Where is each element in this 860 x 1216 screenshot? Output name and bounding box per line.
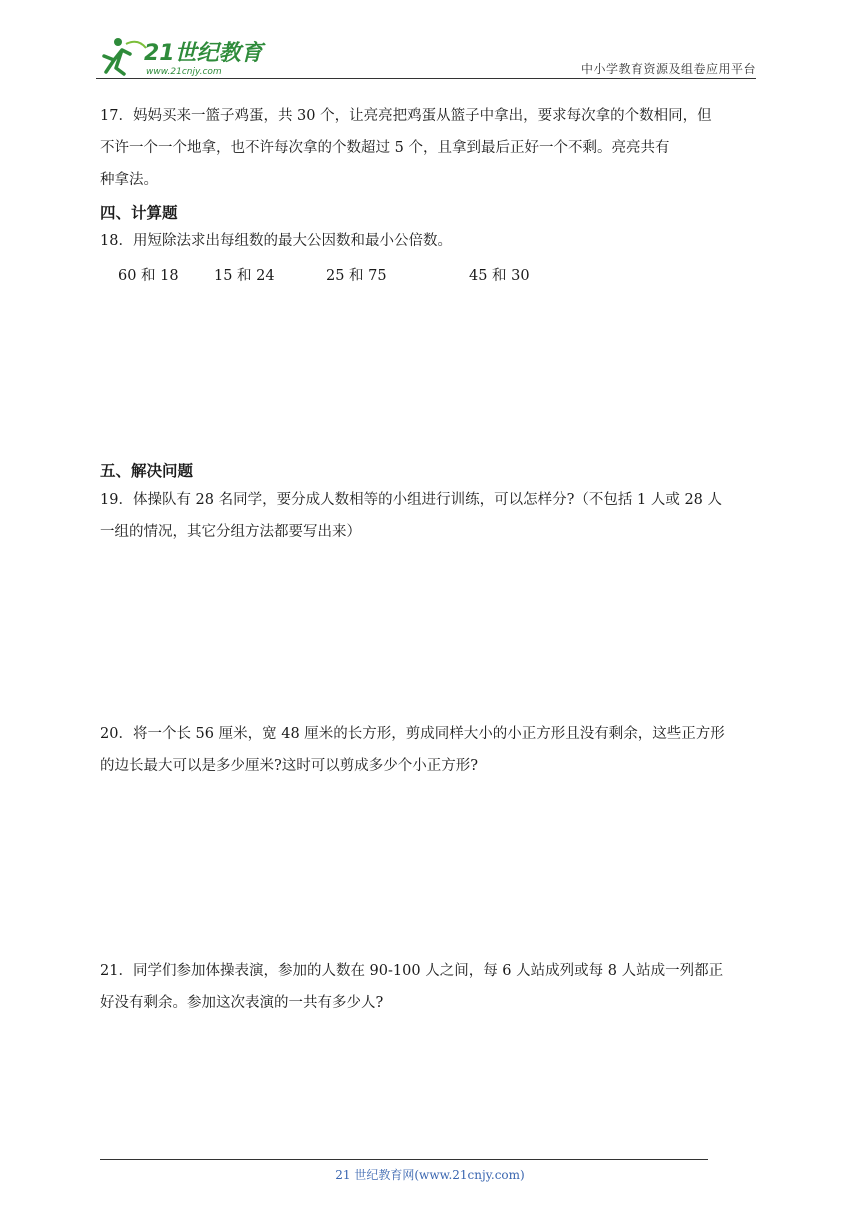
footer-divider: [100, 1159, 708, 1160]
q21-line2: 好没有剩余。参加这次表演的一共有多少人?: [100, 995, 384, 1011]
section-5-title: 五、解决问题: [100, 462, 194, 480]
logo-text: 21世纪教育: [144, 41, 263, 66]
question-19: [100, 484, 760, 548]
q18-pair-2: 15 和 24: [214, 268, 275, 284]
site-logo: [96, 32, 266, 80]
q18-pair-4: 45 和 30: [469, 268, 530, 284]
q17-line3: 种拿法。: [100, 172, 158, 188]
section-4-title: 四、计算题: [100, 204, 178, 222]
q18-pair-1: 60 和 18: [118, 268, 179, 284]
q17-line2: 不许一个一个地拿，也不许每次拿的个数超过 5 个，且拿到最后正好一个不剩。亮亮共有: [100, 140, 670, 156]
footer-link[interactable]: 21 世纪教育网(www.21cnjy.com): [335, 1168, 525, 1182]
header-divider: [96, 78, 756, 79]
runner-icon: [104, 38, 146, 74]
q20-line1: 20．将一个长 56 厘米，宽 48 厘米的长方形，剪成同样大小的小正方形且没有剩余，这些正方形: [100, 726, 725, 742]
platform-name: 中小学教育资源及组卷应用平台: [580, 62, 756, 76]
question-17: [100, 100, 760, 196]
q20-line2: 的边长最大可以是多少厘米?这时可以剪成多少个小正方形?: [100, 758, 479, 774]
q18-pair-3: 25 和 75: [326, 268, 387, 284]
question-18: 18．用短除法求出每组数的最大公因数和最小公倍数。: [100, 233, 452, 249]
q19-line1: 19．体操队有 28 名同学，要分成人数相等的小组进行训练，可以怎样分?（不包括 1 人或 28 人: [100, 492, 723, 508]
question-20: [100, 718, 760, 782]
logo-url: www.21cnjy.com: [146, 67, 222, 77]
q17-line1: 17．妈妈买来一篮子鸡蛋，共 30 个，让亮亮把鸡蛋从篮子中拿出，要求每次拿的个数相同，但: [100, 108, 712, 124]
q21-line1: 21．同学们参加体操表演，参加的人数在 90-100 人之间，每 6 人站成列或每 8 人站成一列都正: [100, 963, 724, 979]
q19-line2: 一组的情况，其它分组方法都要写出来）: [100, 524, 361, 540]
question-21: [100, 955, 760, 1019]
